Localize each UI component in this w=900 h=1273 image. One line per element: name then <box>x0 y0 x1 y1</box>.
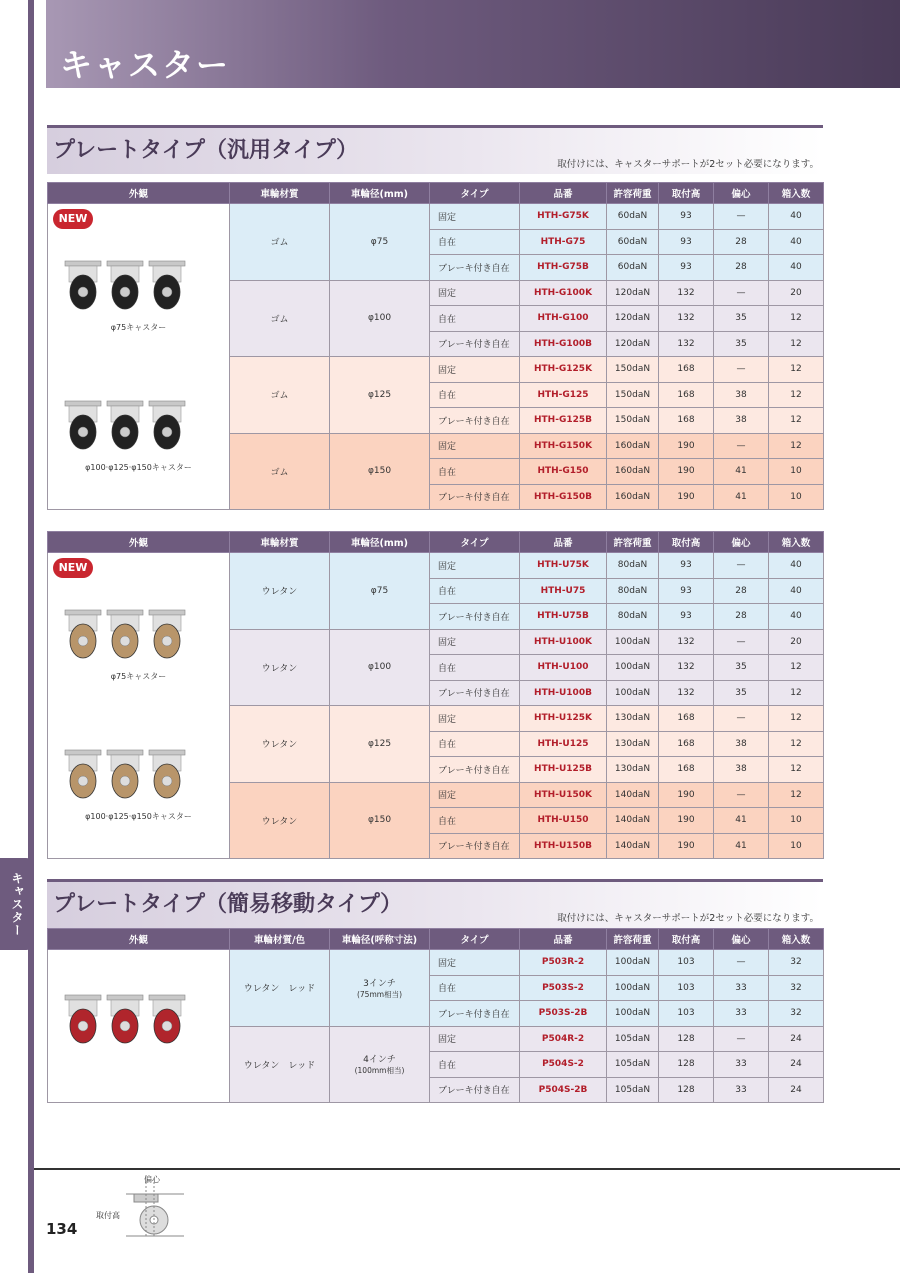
allowable-load: 120daN <box>607 331 659 357</box>
allowable-load: 60daN <box>607 204 659 230</box>
wheel-size-note: (100mm相当) <box>354 1066 405 1076</box>
allowable-load: 120daN <box>607 280 659 306</box>
wheel-material: ウレタン レッド <box>230 950 330 1027</box>
caster-type: ブレーキ付き自在 <box>430 757 520 783</box>
box-quantity: 24 <box>769 1052 824 1078</box>
wheel-size-cell <box>330 1026 430 1103</box>
allowable-load: 100daN <box>607 680 659 706</box>
mount-height: 190 <box>659 808 714 834</box>
mount-height: 190 <box>659 484 714 510</box>
column-header: 車輪材質 <box>230 183 330 204</box>
column-header: タイプ <box>430 183 520 204</box>
allowable-load: 130daN <box>607 731 659 757</box>
offset: 28 <box>714 578 769 604</box>
caster-type: ブレーキ付き自在 <box>430 331 520 357</box>
wheel-size-note: (75mm相当) <box>356 989 402 999</box>
wheel-material: ゴム <box>230 204 330 281</box>
new-badge: NEW <box>53 558 93 578</box>
wheel-size: φ150 <box>367 466 392 477</box>
offset: — <box>714 629 769 655</box>
wheel-size: 3インチ <box>363 978 396 989</box>
column-header: 品番 <box>520 929 607 950</box>
offset: — <box>714 782 769 808</box>
wheel-size: φ75 <box>370 236 389 247</box>
allowable-load: 140daN <box>607 833 659 859</box>
wheel-size-cell <box>330 629 430 706</box>
table-row <box>48 950 824 976</box>
mount-height: 190 <box>659 833 714 859</box>
caster-type: 固定 <box>430 280 520 306</box>
section-header-simple <box>47 879 823 928</box>
column-header: 許容荷重 <box>607 183 659 204</box>
left-edge-bar <box>0 0 34 1273</box>
spec-table-simple <box>47 928 824 1103</box>
column-header: タイプ <box>430 929 520 950</box>
column-header: 外観 <box>48 532 230 553</box>
product-code: HTH-G125K <box>520 357 607 383</box>
footer-rule <box>34 1168 900 1170</box>
box-quantity: 32 <box>769 1001 824 1027</box>
column-header: 車輪径(mm) <box>330 532 430 553</box>
mount-height: 128 <box>659 1026 714 1052</box>
box-quantity: 12 <box>769 433 824 459</box>
caster-type: 自在 <box>430 306 520 332</box>
table-row <box>48 553 824 579</box>
caster-type: 自在 <box>430 731 520 757</box>
product-code: HTH-U125 <box>520 731 607 757</box>
allowable-load: 80daN <box>607 578 659 604</box>
offset: 33 <box>714 975 769 1001</box>
product-code: HTH-G150B <box>520 484 607 510</box>
product-code: HTH-U75K <box>520 553 607 579</box>
box-quantity: 40 <box>769 578 824 604</box>
box-quantity: 12 <box>769 331 824 357</box>
caster-dimension-diagram <box>96 1172 196 1242</box>
box-quantity: 40 <box>769 229 824 255</box>
box-quantity: 10 <box>769 459 824 485</box>
box-quantity: 12 <box>769 706 824 732</box>
product-code: HTH-G125 <box>520 382 607 408</box>
mount-height: 168 <box>659 731 714 757</box>
product-code: HTH-U100B <box>520 680 607 706</box>
allowable-load: 60daN <box>607 255 659 281</box>
wheel-size-cell <box>330 433 430 510</box>
allowable-load: 100daN <box>607 1001 659 1027</box>
mount-height: 132 <box>659 629 714 655</box>
offset: 41 <box>714 459 769 485</box>
mount-height: 93 <box>659 553 714 579</box>
mount-height: 128 <box>659 1077 714 1103</box>
offset: — <box>714 204 769 230</box>
page-title: キャスター <box>60 46 231 84</box>
caster-type: 固定 <box>430 706 520 732</box>
product-code: HTH-U150 <box>520 808 607 834</box>
wheel-material: ウレタン <box>230 553 330 630</box>
height-label: 取付高 <box>96 1211 120 1220</box>
allowable-load: 105daN <box>607 1052 659 1078</box>
box-quantity: 24 <box>769 1026 824 1052</box>
offset: — <box>714 280 769 306</box>
product-code: HTH-U150B <box>520 833 607 859</box>
section-note: 取付けには、キャスターサポートが2セット必要になります。 <box>557 159 819 170</box>
wheel-size: φ100 <box>367 662 392 673</box>
product-code: HTH-G150K <box>520 433 607 459</box>
caster-type: 固定 <box>430 629 520 655</box>
offset: — <box>714 950 769 976</box>
column-header: 偏心 <box>714 183 769 204</box>
allowable-load: 160daN <box>607 433 659 459</box>
product-code: HTH-U75 <box>520 578 607 604</box>
mount-height: 103 <box>659 950 714 976</box>
mount-height: 132 <box>659 680 714 706</box>
caster-type: ブレーキ付き自在 <box>430 833 520 859</box>
column-header: 品番 <box>520 183 607 204</box>
column-header: 取付高 <box>659 929 714 950</box>
wheel-material: ウレタン <box>230 706 330 783</box>
caster-type: ブレーキ付き自在 <box>430 484 520 510</box>
caster-type: 自在 <box>430 382 520 408</box>
offset: 38 <box>714 382 769 408</box>
offset: — <box>714 706 769 732</box>
wheel-size: φ125 <box>367 389 392 400</box>
photo-caption: φ75キャスター <box>110 323 167 332</box>
offset: 38 <box>714 408 769 434</box>
mount-height: 128 <box>659 1052 714 1078</box>
mount-height: 168 <box>659 757 714 783</box>
mount-height: 103 <box>659 975 714 1001</box>
allowable-load: 160daN <box>607 484 659 510</box>
column-header: 取付高 <box>659 183 714 204</box>
offset: — <box>714 1026 769 1052</box>
caster-type: 固定 <box>430 553 520 579</box>
mount-height: 132 <box>659 306 714 332</box>
mount-height: 132 <box>659 331 714 357</box>
caster-type: ブレーキ付き自在 <box>430 604 520 630</box>
caster-type: ブレーキ付き自在 <box>430 408 520 434</box>
wheel-material: ウレタン <box>230 782 330 859</box>
column-header: 取付高 <box>659 532 714 553</box>
mount-height: 132 <box>659 280 714 306</box>
caster-type: 固定 <box>430 950 520 976</box>
product-code: HTH-G100B <box>520 331 607 357</box>
spec-table-urethane <box>47 531 824 859</box>
product-code: HTH-G100 <box>520 306 607 332</box>
caster-image-group <box>62 609 188 664</box>
offset: — <box>714 433 769 459</box>
wheel-size-cell <box>330 280 430 357</box>
product-code: HTH-U125B <box>520 757 607 783</box>
product-code: P504S-2 <box>520 1052 607 1078</box>
offset: 33 <box>714 1052 769 1078</box>
wheel-size-cell <box>330 553 430 630</box>
column-header: 偏心 <box>714 929 769 950</box>
column-header: 外観 <box>48 929 230 950</box>
box-quantity: 12 <box>769 757 824 783</box>
offset: 33 <box>714 1077 769 1103</box>
product-code: P504S-2B <box>520 1077 607 1103</box>
column-header: 外観 <box>48 183 230 204</box>
section-title: プレートタイプ（簡易移動タイプ） <box>53 892 403 917</box>
caster-type: 固定 <box>430 357 520 383</box>
mount-height: 93 <box>659 229 714 255</box>
box-quantity: 12 <box>769 357 824 383</box>
offset: 41 <box>714 808 769 834</box>
mount-height: 168 <box>659 382 714 408</box>
wheel-material: ウレタン レッド <box>230 1026 330 1103</box>
allowable-load: 150daN <box>607 382 659 408</box>
product-code: P503S-2B <box>520 1001 607 1027</box>
product-photo-cell <box>48 204 230 510</box>
wheel-size-cell <box>330 204 430 281</box>
column-header: 車輪径(呼称寸法) <box>330 929 430 950</box>
caster-image-group <box>62 260 188 315</box>
wheel-size: 4インチ <box>363 1055 396 1066</box>
section-note: 取付けには、キャスターサポートが2セット必要になります。 <box>557 913 819 924</box>
product-photo-cell <box>48 950 230 1103</box>
photo-caption: φ75キャスター <box>110 672 167 681</box>
allowable-load: 100daN <box>607 655 659 681</box>
column-header: 車輪材質 <box>230 532 330 553</box>
product-code: HTH-U100 <box>520 655 607 681</box>
caster-type: 自在 <box>430 655 520 681</box>
box-quantity: 10 <box>769 833 824 859</box>
allowable-load: 100daN <box>607 950 659 976</box>
product-code: HTH-G75B <box>520 255 607 281</box>
box-quantity: 12 <box>769 408 824 434</box>
offset: 28 <box>714 604 769 630</box>
allowable-load: 60daN <box>607 229 659 255</box>
product-code: HTH-G75K <box>520 204 607 230</box>
wheel-size-cell <box>330 782 430 859</box>
caster-type: 固定 <box>430 1026 520 1052</box>
section-header-general <box>47 125 823 174</box>
allowable-load: 80daN <box>607 604 659 630</box>
mount-height: 168 <box>659 706 714 732</box>
wheel-size: φ150 <box>367 815 392 826</box>
box-quantity: 12 <box>769 731 824 757</box>
offset: — <box>714 357 769 383</box>
allowable-load: 105daN <box>607 1026 659 1052</box>
box-quantity: 12 <box>769 306 824 332</box>
column-header: 車輪径(mm) <box>330 183 430 204</box>
product-code: HTH-U75B <box>520 604 607 630</box>
offset: 28 <box>714 229 769 255</box>
mount-height: 190 <box>659 433 714 459</box>
column-header: 箱入数 <box>769 183 824 204</box>
caster-type: 固定 <box>430 782 520 808</box>
wheel-size: φ125 <box>367 738 392 749</box>
mount-height: 103 <box>659 1001 714 1027</box>
allowable-load: 150daN <box>607 357 659 383</box>
offset: 35 <box>714 306 769 332</box>
allowable-load: 160daN <box>607 459 659 485</box>
caster-type: 自在 <box>430 578 520 604</box>
box-quantity: 12 <box>769 655 824 681</box>
mount-height: 93 <box>659 255 714 281</box>
caster-type: ブレーキ付き自在 <box>430 680 520 706</box>
offset-label: 偏心 <box>144 1175 160 1184</box>
allowable-load: 140daN <box>607 808 659 834</box>
mount-height: 93 <box>659 204 714 230</box>
product-code: HTH-U150K <box>520 782 607 808</box>
wheel-material: ゴム <box>230 280 330 357</box>
box-quantity: 40 <box>769 255 824 281</box>
allowable-load: 130daN <box>607 706 659 732</box>
photo-caption: φ100·φ125·φ150キャスター <box>85 463 192 472</box>
offset: 35 <box>714 680 769 706</box>
product-code: HTH-G150 <box>520 459 607 485</box>
product-code: HTH-U125K <box>520 706 607 732</box>
column-header: 許容荷重 <box>607 532 659 553</box>
column-header: 箱入数 <box>769 929 824 950</box>
allowable-load: 105daN <box>607 1077 659 1103</box>
side-tab: キャスター <box>0 858 34 950</box>
caster-image-group <box>62 400 188 455</box>
caster-type: 自在 <box>430 975 520 1001</box>
caster-type: 固定 <box>430 204 520 230</box>
product-code: HTH-U100K <box>520 629 607 655</box>
box-quantity: 12 <box>769 782 824 808</box>
product-code: P504R-2 <box>520 1026 607 1052</box>
product-photo-cell <box>48 553 230 859</box>
caster-image-group <box>62 749 188 804</box>
caster-type: ブレーキ付き自在 <box>430 255 520 281</box>
box-quantity: 40 <box>769 553 824 579</box>
caster-type: ブレーキ付き自在 <box>430 1001 520 1027</box>
mount-height: 168 <box>659 408 714 434</box>
section-title: プレートタイプ（汎用タイプ） <box>53 138 359 163</box>
product-code: HTH-G100K <box>520 280 607 306</box>
mount-height: 132 <box>659 655 714 681</box>
box-quantity: 40 <box>769 604 824 630</box>
allowable-load: 100daN <box>607 975 659 1001</box>
box-quantity: 24 <box>769 1077 824 1103</box>
caster-type: 自在 <box>430 1052 520 1078</box>
wheel-size-cell <box>330 950 430 1027</box>
offset: 38 <box>714 731 769 757</box>
column-header: 許容荷重 <box>607 929 659 950</box>
new-badge: NEW <box>53 209 93 229</box>
allowable-load: 100daN <box>607 629 659 655</box>
product-code: P503S-2 <box>520 975 607 1001</box>
offset: 38 <box>714 757 769 783</box>
box-quantity: 10 <box>769 808 824 834</box>
allowable-load: 140daN <box>607 782 659 808</box>
wheel-size: φ75 <box>370 585 389 596</box>
mount-height: 190 <box>659 459 714 485</box>
product-code: HTH-G125B <box>520 408 607 434</box>
allowable-load: 120daN <box>607 306 659 332</box>
offset: 41 <box>714 833 769 859</box>
column-header: 車輪材質/色 <box>230 929 330 950</box>
caster-type: 固定 <box>430 433 520 459</box>
box-quantity: 20 <box>769 280 824 306</box>
spec-table-rubber <box>47 182 824 510</box>
caster-type: ブレーキ付き自在 <box>430 1077 520 1103</box>
caster-type: 自在 <box>430 229 520 255</box>
table-row <box>48 204 824 230</box>
wheel-material: ゴム <box>230 357 330 434</box>
column-header: タイプ <box>430 532 520 553</box>
box-quantity: 20 <box>769 629 824 655</box>
wheel-size-cell <box>330 706 430 783</box>
photo-caption: φ100·φ125·φ150キャスター <box>85 812 192 821</box>
mount-height: 168 <box>659 357 714 383</box>
wheel-material: ウレタン <box>230 629 330 706</box>
box-quantity: 40 <box>769 204 824 230</box>
caster-type: 自在 <box>430 459 520 485</box>
caster-type: 自在 <box>430 808 520 834</box>
column-header: 偏心 <box>714 532 769 553</box>
box-quantity: 32 <box>769 950 824 976</box>
offset: 33 <box>714 1001 769 1027</box>
mount-height: 93 <box>659 578 714 604</box>
allowable-load: 150daN <box>607 408 659 434</box>
mount-height: 93 <box>659 604 714 630</box>
allowable-load: 130daN <box>607 757 659 783</box>
column-header: 箱入数 <box>769 532 824 553</box>
box-quantity: 12 <box>769 680 824 706</box>
page-number: 134 <box>46 1220 78 1238</box>
allowable-load: 80daN <box>607 553 659 579</box>
offset: — <box>714 553 769 579</box>
box-quantity: 12 <box>769 382 824 408</box>
mount-height: 190 <box>659 782 714 808</box>
page-header <box>46 0 900 88</box>
offset: 41 <box>714 484 769 510</box>
offset: 28 <box>714 255 769 281</box>
box-quantity: 32 <box>769 975 824 1001</box>
caster-image-group <box>62 994 188 1049</box>
wheel-size-cell <box>330 357 430 434</box>
wheel-size: φ100 <box>367 313 392 324</box>
wheel-material: ゴム <box>230 433 330 510</box>
box-quantity: 10 <box>769 484 824 510</box>
offset: 35 <box>714 655 769 681</box>
offset: 35 <box>714 331 769 357</box>
product-code: HTH-G75 <box>520 229 607 255</box>
product-code: P503R-2 <box>520 950 607 976</box>
column-header: 品番 <box>520 532 607 553</box>
